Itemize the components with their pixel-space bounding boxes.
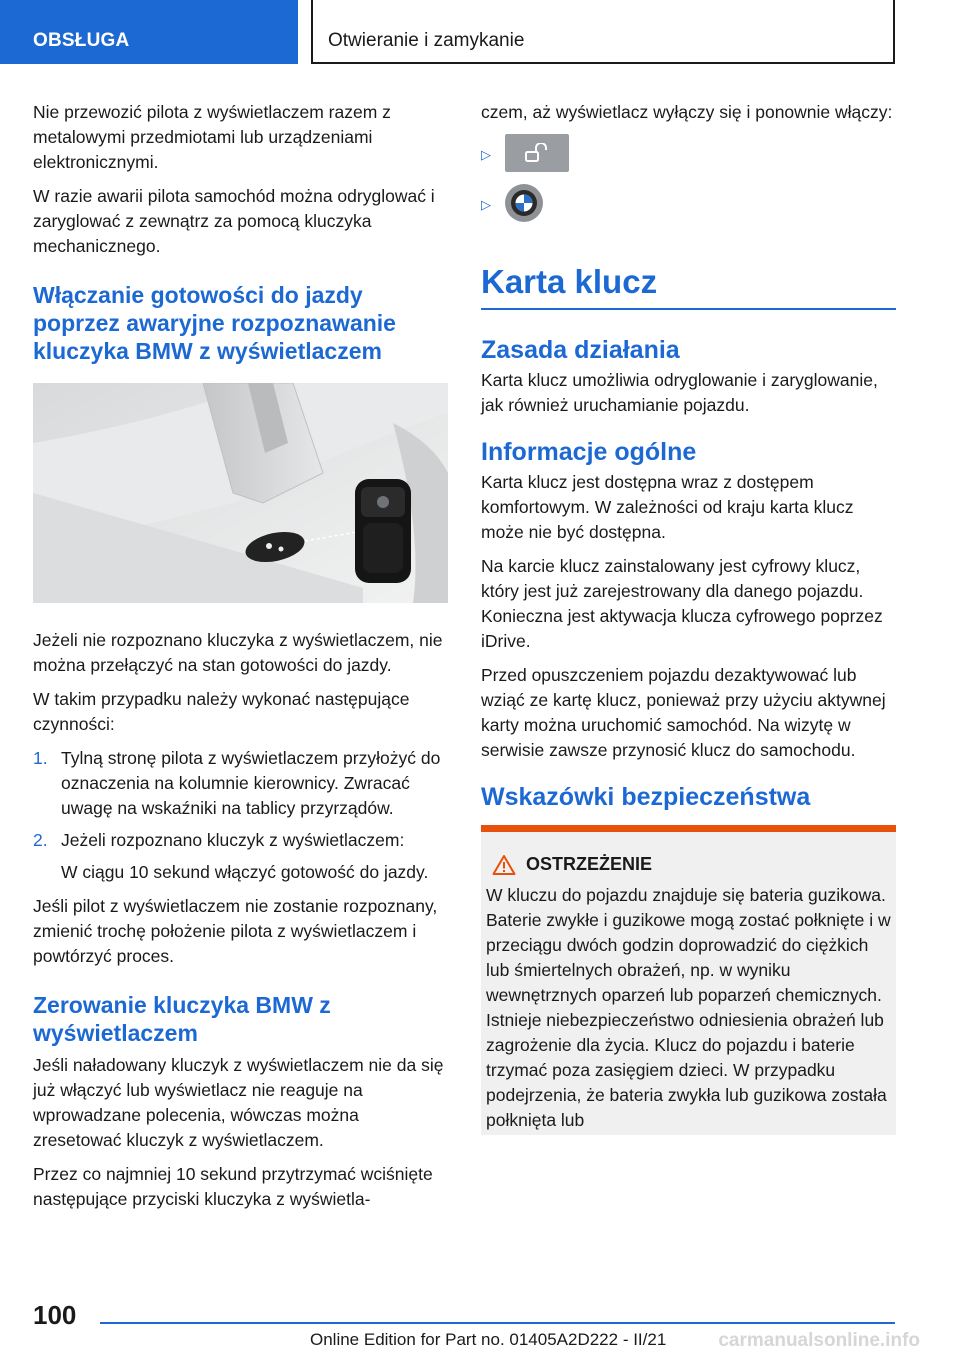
steps-list <box>33 746 448 853</box>
edition-footer: Online Edition for Part no. 01405A2D222 - II/21 <box>310 1330 667 1349</box>
triangle-bullet-icon: ▷ <box>481 147 491 162</box>
paragraph: Karta klucz umożliwia odryglowanie i zaryglowanie, jak również uruchamianie pojazdu. <box>481 370 878 415</box>
chapter-header: Otwieranie i zamykanie <box>311 0 895 64</box>
watermark: carmanualsonline.info <box>718 1330 920 1351</box>
heading-ready-to-drive: Włączanie gotowości do jazdy poprzez awaryjne rozpoznawanie kluczyka BMW z wyświetlaczem <box>33 282 396 364</box>
warning-box <box>481 825 896 1135</box>
paragraph: Jeśli pilot z wyświetlaczem nie zostanie rozpoznany, zmienić trochę położenie pilota z wyświetlaczem i powtórzyć proces. <box>33 896 438 966</box>
paragraph: W takim przypadku należy wykonać następujące czynności: <box>33 689 410 734</box>
paragraph: Jeśli naładowany kluczyk z wyświetlaczem nie da się już włączyć lub wyświetlacz nie reaguje na wprowadzane polecenia, wówczas można zresetować kluczyk z wyświetlaczem. <box>33 1055 444 1150</box>
paragraph: Na karcie klucz zainstalowany jest cyfrowy klucz, który jest już zarejestrowany dla danego pojazdu. Konieczna jest aktywacja klucza cyfrowego poprzez iDrive. <box>481 556 883 651</box>
paragraph: Karta klucz jest dostępna wraz z dostępem komfortowym. W zależności od kraju karta klucz może nie być dostępna. <box>481 472 854 542</box>
right-column <box>481 100 896 1135</box>
list-item <box>33 746 448 821</box>
heading-principle: Zasada działania <box>481 336 680 364</box>
warning-text: W kluczu do pojazdu znajduje się bateria guzikowa. Baterie zwykłe i guzikowe mogą zostać połknięte i w przeciągu dwóch godzin doprowadzić do ciężkich lub śmiertelnych obrażeń, np. w wyniku wewnętrznych oparzeń lub poparzeń chemicznych. Istnieje niebezpieczeństwo odniesienia obrażeń lub zagrożenie dla życia. Klucz do pojazdu i baterie trzymać poza zasięgiem dzieci. W przypadku podejrzenia, że bateria zwykła lub guzikowa została połknięta lub <box>486 885 891 1130</box>
page-number: 100 <box>33 1300 77 1330</box>
step-detail: W ciągu 10 sekund włączyć gotowość do jazdy. <box>61 862 429 882</box>
bmw-logo-button-icon <box>505 184 543 222</box>
step-number: 1. <box>33 748 48 768</box>
section-header: OBSŁUGA <box>0 0 298 64</box>
paragraph: Nie przewozić pilota z wyświetlaczem razem z metalowymi przedmiotami lub urządzeniami elektronicznymi. <box>33 102 391 172</box>
heading-key-card: Karta klucz <box>481 262 896 310</box>
step-text: Tylną stronę pilota z wyświetlaczem przyłożyć do oznaczenia na kolumnie kierownicy. Zwracać uwagę na wskaźniki na tablicy przyrządów. <box>61 748 441 818</box>
step-number: 2. <box>33 830 48 850</box>
warning-title-text: OSTRZEŻENIE <box>526 854 653 874</box>
left-column <box>33 100 448 1221</box>
paragraph: Przez co najmniej 10 sekund przytrzymać wciśnięte następujące przyciski kluczyka z wyświetla- <box>33 1164 433 1209</box>
heading-safety: Wskazówki bezpieczeństwa <box>481 783 811 811</box>
footer-divider <box>100 1322 895 1324</box>
paragraph: W razie awarii pilota samochód można odryglować i zaryglować z zewnątrz za pomocą kluczyka mechanicznego. <box>33 186 435 256</box>
paragraph: Jeżeli nie rozpoznano kluczyka z wyświetlaczem, nie można przełączyć na stan gotowości do jazdy. <box>33 630 443 675</box>
warning-title <box>492 852 892 877</box>
paragraph: Przed opuszczeniem pojazdu dezaktywować lub wziąć ze kartę klucz, ponieważ przy użyciu aktywnej karty można uruchomić samochód. Na wizytę w serwisie zawsze przynosić klucz do samochodu. <box>481 665 886 760</box>
list-item <box>33 828 448 853</box>
triangle-bullet-icon: ▷ <box>481 197 491 212</box>
heading-general-info: Informacje ogólne <box>481 438 697 466</box>
steering-column-key-illustration <box>33 383 448 603</box>
button-item-bmw <box>481 184 896 222</box>
button-item-unlock <box>481 134 896 172</box>
warning-triangle-icon <box>492 854 516 876</box>
step-text: Jeżeli rozpoznano kluczyk z wyświetlaczem: <box>61 830 405 850</box>
heading-reset-key: Zerowanie kluczyka BMW z wyświetlaczem <box>33 992 331 1046</box>
unlock-button-icon <box>505 134 569 172</box>
paragraph: czem, aż wyświetlacz wyłączy się i ponownie włączy: <box>481 102 893 122</box>
